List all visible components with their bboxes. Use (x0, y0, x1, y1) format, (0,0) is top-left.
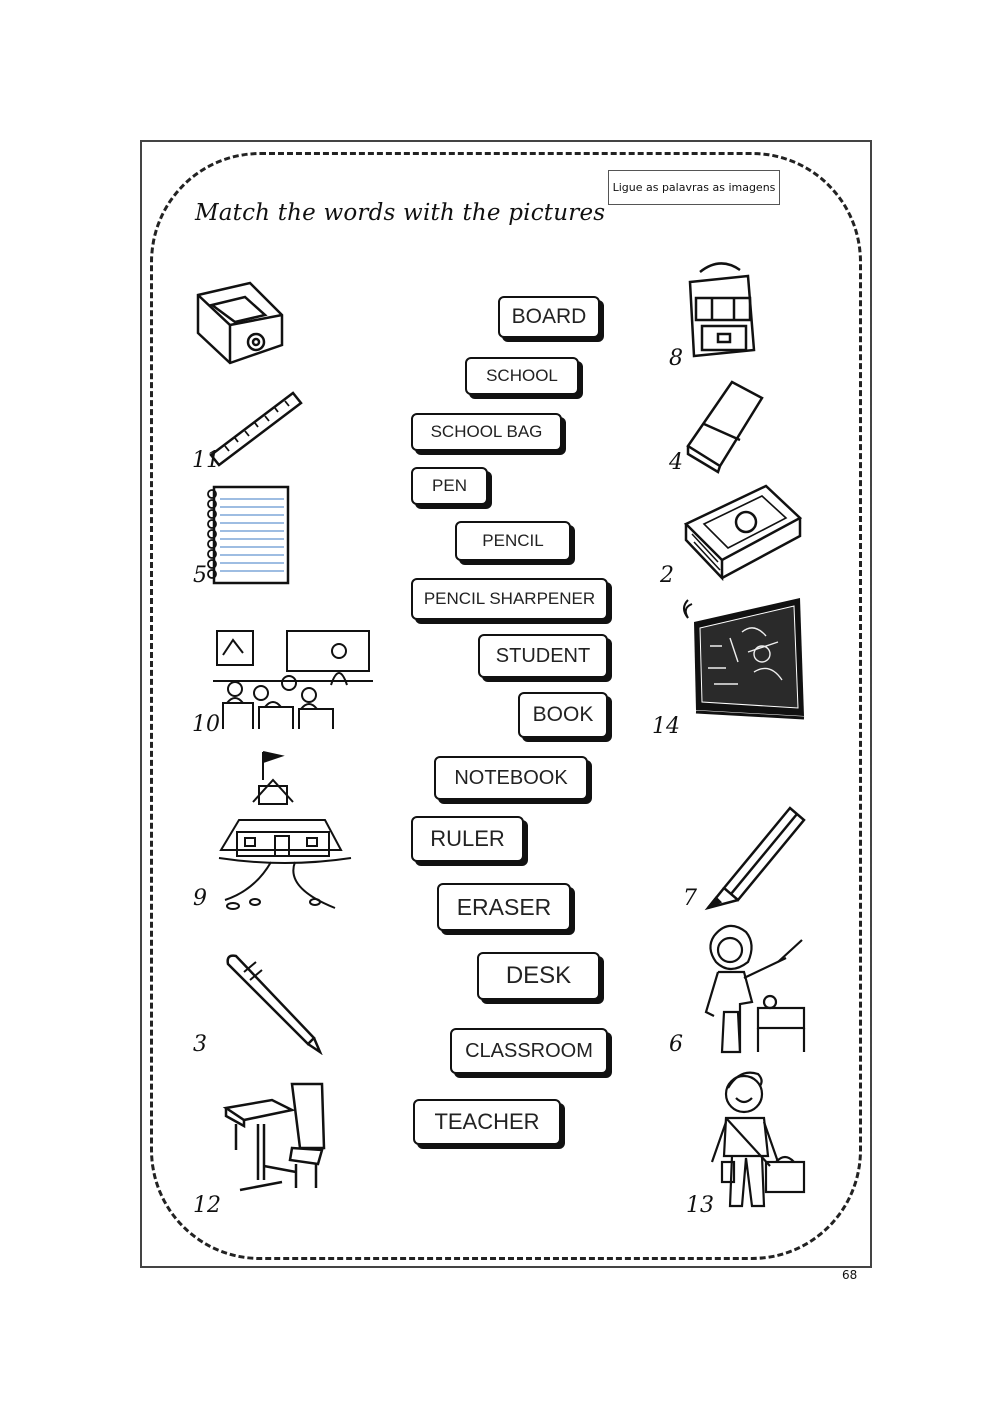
number-2: 2 (660, 563, 674, 588)
teacher-icon (694, 922, 809, 1054)
word-card-classroom[interactable]: CLASSROOM (450, 1028, 608, 1074)
word-card-ruler[interactable]: RULER (411, 816, 524, 862)
word-card-school[interactable]: SCHOOL (465, 357, 579, 395)
number-7: 7 (683, 886, 697, 911)
word-card-student[interactable]: STUDENT (478, 634, 608, 678)
word-card-board[interactable]: BOARD (498, 296, 600, 338)
page-number: 68 (842, 1268, 858, 1282)
word-card-pencil-sharpener[interactable]: PENCIL SHARPENER (411, 578, 608, 620)
ruler-icon (205, 385, 305, 470)
number-8: 8 (669, 346, 683, 371)
school-bag-icon (682, 258, 760, 370)
pencil-icon (704, 802, 808, 912)
word-card-school-bag[interactable]: SCHOOL BAG (411, 413, 562, 451)
number-10: 10 (192, 712, 220, 737)
number-9: 9 (193, 886, 207, 911)
pencil-sharpener-icon (190, 275, 290, 370)
word-card-book[interactable]: BOOK (518, 692, 608, 738)
word-card-teacher[interactable]: TEACHER (413, 1099, 561, 1145)
chalkboard-icon (678, 592, 808, 724)
school-building-icon (215, 750, 355, 915)
word-card-eraser[interactable]: ERASER (437, 883, 571, 931)
eraser-icon (684, 376, 766, 474)
number-13: 13 (686, 1193, 714, 1218)
number-5: 5 (193, 563, 207, 588)
classroom-icon (213, 625, 373, 735)
number-4: 4 (669, 450, 683, 475)
number-11: 11 (192, 448, 220, 473)
instruction-box: Ligue as palavras as imagens (608, 170, 780, 205)
word-card-desk[interactable]: DESK (477, 952, 600, 1000)
desk-icon (222, 1080, 332, 1200)
number-3: 3 (193, 1032, 207, 1057)
number-14: 14 (652, 714, 680, 739)
pen-icon (222, 950, 327, 1055)
worksheet-title: Match the words with the pictures (195, 200, 606, 226)
word-card-pen[interactable]: PEN (411, 467, 488, 505)
number-12: 12 (193, 1193, 221, 1218)
book-icon (682, 482, 804, 584)
student-icon (706, 1066, 812, 1216)
word-card-pencil[interactable]: PENCIL (455, 521, 571, 561)
word-card-notebook[interactable]: NOTEBOOK (434, 756, 588, 800)
notebook-icon (204, 484, 292, 586)
number-6: 6 (669, 1032, 683, 1057)
